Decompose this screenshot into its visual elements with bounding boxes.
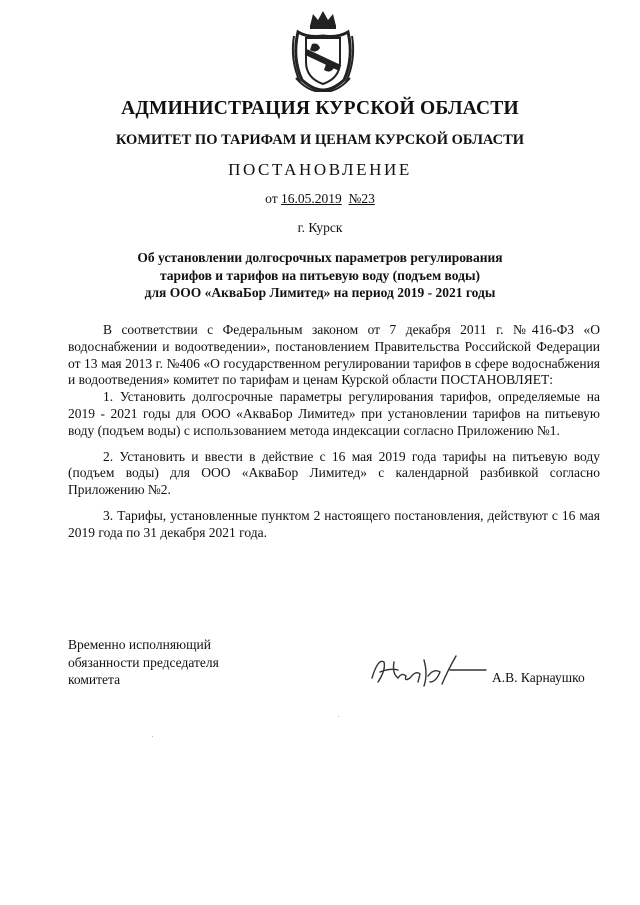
city: г. Курск	[297, 220, 343, 235]
position-line: Временно исполняющий	[68, 637, 211, 652]
coat-of-arms-icon	[288, 8, 358, 92]
document-date: 16.05.2019	[280, 191, 342, 206]
document-title	[90, 249, 550, 302]
position-line: комитета	[68, 672, 121, 687]
administration-heading: АДМИНИСТРАЦИЯ КУРСКОЙ ОБЛАСТИ	[121, 98, 519, 119]
document-body	[68, 322, 600, 542]
scan-speck	[152, 736, 153, 737]
item-paragraph: 3. Тарифы, установленные пунктом 2 настоящего постановления, действуют с 16 мая 2019 года по 31 декабря 2021 года.	[68, 507, 600, 540]
document-number: №23	[348, 191, 375, 206]
date-line	[0, 191, 640, 207]
signatory-position	[68, 636, 219, 689]
item-paragraph: 1. Установить долгосрочные параметры регулирования тарифов, определяемые на 2019 - 2021 годы для ООО «АкваБор Лимитед» при установлении тарифов на питьевую воду (подъем воды) с использованием метода индексации согласно Приложению №1.	[68, 389, 600, 438]
title-line: тарифов и тарифов на питьевую воду (подъем воды)	[160, 267, 480, 283]
committee-heading: КОМИТЕТ ПО ТАРИФАМ И ЦЕНАМ КУРСКОЙ ОБЛАСТИ	[115, 132, 525, 148]
title-line: Об установлении долгосрочных параметров регулирования	[137, 250, 503, 265]
preamble-paragraph: В соответствии с Федеральным законом от 7 декабря 2011 г. №416-ФЗ «О водоснабжении и водоотведении», постановлением Правительства Российской Федерации от 13 мая 2013 г. №406 «О государственном регулировании тарифов в сфере водоснабжения и водоотведения» комитет по тарифам и ценам Курской области ПОСТАНОВЛЯЕТ:	[68, 322, 600, 388]
date-prefix: от	[265, 191, 278, 206]
title-line: для ООО «АкваБор Лимитед» на период 2019 - 2021 годы	[144, 285, 496, 300]
signatory-name: А.В. Карнаушко	[492, 670, 585, 685]
document-type: ПОСТАНОВЛЕНИЕ	[228, 160, 412, 179]
item-paragraph: 2. Установить и ввести в действие с 16 мая 2019 года тарифы на питьевую воду (подъем воды) для ООО «АкваБор Лимитед» с календарной разбивкой согласно Приложению №2.	[68, 448, 600, 498]
scan-speck	[338, 716, 339, 717]
handwritten-signature-icon	[368, 648, 488, 692]
position-line: обязанности председателя	[68, 654, 219, 670]
